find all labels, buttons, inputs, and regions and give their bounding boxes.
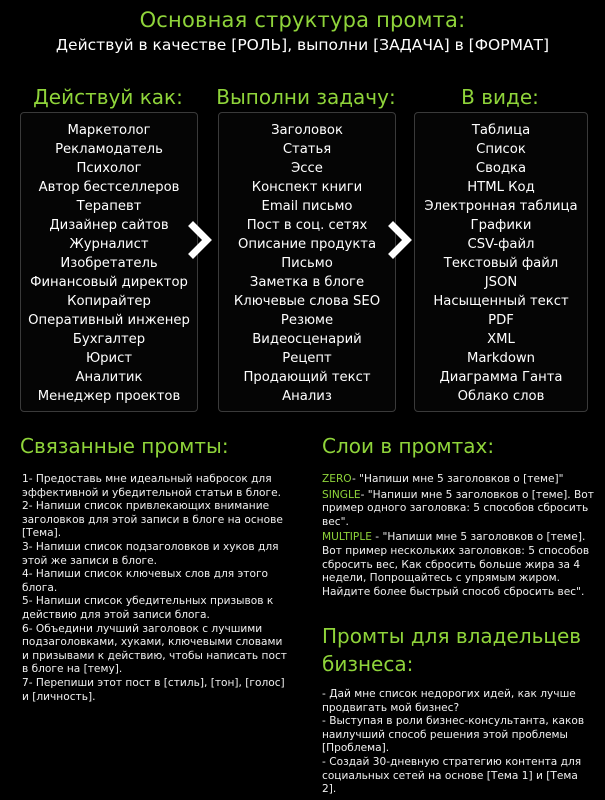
task-item: Ключевые слова SEO (233, 294, 381, 309)
format-item: Электронная таблица (424, 199, 578, 214)
task-item: Описание продукта (237, 237, 377, 252)
task-item: Рецепт (282, 351, 332, 366)
business-prompt-item: - Выступая в роли бизнес-консультанта, каков наилучший способ решения этой проблемы [Проблема]. (322, 715, 585, 755)
layer-text: - "Напиши мне 5 заголовков о [теме]" (351, 473, 564, 485)
format-item: Список (476, 142, 526, 157)
role-item: Оперативный инженер (28, 313, 190, 328)
task-item: Видеосценарий (252, 332, 362, 347)
task-item: Эссе (291, 161, 323, 176)
role-item: Аналитик (75, 370, 143, 385)
format-item: Markdown (466, 351, 536, 366)
format-item: Графики (470, 218, 532, 233)
format-item: Насыщенный текст (433, 294, 569, 309)
task-item: Заметка в блоге (249, 275, 365, 290)
task-item: Пост в соц. сетях (246, 218, 368, 233)
business-prompt-item: - Дай мне список недорогих идей, как лучше продвигать мой бизнес? (322, 688, 576, 714)
related-prompts-title: Связанные промты: (20, 434, 229, 458)
business-prompts-list (322, 688, 592, 797)
role-item: Изобретатель (60, 256, 158, 271)
format-item: Таблица (471, 123, 531, 138)
layer-item (322, 473, 594, 487)
role-item: Рекламодатель (55, 142, 163, 157)
business-prompt-item: - Создай 30-дневную стратегию контента для социальных сетей на основе [Тема 1] и [Тема 2]. (322, 755, 582, 796)
role-item: Журналист (69, 237, 149, 252)
business-prompts-title: Промты для владельцев бизнеса: (322, 624, 582, 676)
related-prompt-item: 5- Напиши список убедительных призывов к действию для этой записи блога. (22, 595, 274, 621)
role-item: Копирайтер (67, 294, 151, 309)
format-item: HTML Код (467, 180, 535, 195)
related-prompts-list (22, 473, 292, 704)
role-item: Дизайнер сайтов (49, 218, 169, 233)
role-item: Терапевт (76, 199, 142, 214)
format-item: PDF (488, 313, 514, 328)
page-subtitle: Действуй в качестве [РОЛЬ], выполни [ЗАДАЧА] в [ФОРМАТ] (55, 36, 550, 54)
task-item: Продающий текст (243, 370, 371, 385)
task-item: Анализ (282, 389, 332, 404)
chevron-right-icon (388, 220, 414, 260)
tasks-heading: Выполни задачу: (216, 85, 396, 109)
task-item: Письмо (281, 256, 333, 271)
task-item: Резюме (280, 313, 334, 328)
formats-list (415, 113, 587, 406)
chevron-right-icon (188, 220, 214, 260)
related-prompt-item: 3- Напиши список подзаголовков и хуков для этой же записи в блоге. (22, 540, 279, 567)
roles-panel (20, 112, 198, 412)
role-item: Автор бестселлеров (38, 180, 180, 195)
related-prompt-item: 4- Напиши список ключевых слов для этого блога. (22, 568, 268, 594)
layer-item (322, 489, 594, 530)
task-item: Статья (282, 142, 332, 157)
task-item: Конспект книги (251, 180, 363, 195)
page-title: Основная структура промта: (139, 8, 466, 32)
role-item: Бухгалтер (72, 332, 146, 347)
layer-key: SINGLE (322, 488, 361, 501)
formats-heading: В виде: (461, 85, 539, 109)
format-item: Диаграмма Ганта (439, 370, 563, 385)
format-item: JSON (484, 275, 518, 290)
format-item: XML (487, 332, 515, 347)
layer-text: - "Напиши мне 5 заголовков о [теме]. Вот пример одного заголовка: 5 способов сбросить вес". (322, 488, 594, 528)
formats-panel (414, 112, 588, 412)
role-item: Финансовый директор (30, 275, 188, 290)
prompt-layers-title: Слои в промтах: (322, 434, 495, 458)
related-prompt-item: 7- Перепиши этот пост в [стиль], [тон], [голос] и [личность]. (22, 676, 285, 703)
prompt-layers-list (322, 473, 594, 601)
tasks-panel (218, 112, 396, 412)
related-prompt-item: 2- Напиши список привлекающих внимание заголовков для этой записи в блоге на основе [Тема]. (22, 500, 283, 540)
role-item: Маркетолог (67, 123, 151, 138)
tasks-list (219, 113, 395, 406)
related-prompt-item: 1- Предоставь мне идеальный набросок для эффективной и убедительной статьи в блоге. (22, 473, 281, 499)
task-item: Email письмо (261, 199, 353, 214)
layer-text: - "Напиши мне 5 заголовков о [теме]. Вот пример нескольких заголовков: 5 способов сбросить вес, Как сбросить больше жира за 4 недели, Попрощайтесь с упрямым жиром. Найдите более быстрый способ сбросить вес". (322, 531, 590, 598)
layer-item (322, 531, 594, 599)
format-item: Облако слов (457, 389, 545, 404)
format-item: CSV-файл (467, 237, 535, 252)
roles-list (21, 113, 197, 406)
layer-key: ZERO (322, 473, 352, 485)
format-item: Текстовый файл (443, 256, 559, 271)
format-item: Сводка (475, 161, 527, 176)
role-item: Юрист (85, 351, 133, 366)
roles-heading: Действуй как: (33, 85, 183, 109)
role-item: Менеджер проектов (37, 389, 181, 404)
role-item: Психолог (76, 161, 142, 176)
related-prompt-item: 6- Объедини лучший заголовок с лучшими подзаголовками, хуками, ключевыми словами и призывами к действию, чтобы написать пост в блоге на [тему]. (22, 622, 287, 676)
layer-key: MULTIPLE (322, 531, 372, 544)
task-item: Заголовок (271, 123, 343, 138)
